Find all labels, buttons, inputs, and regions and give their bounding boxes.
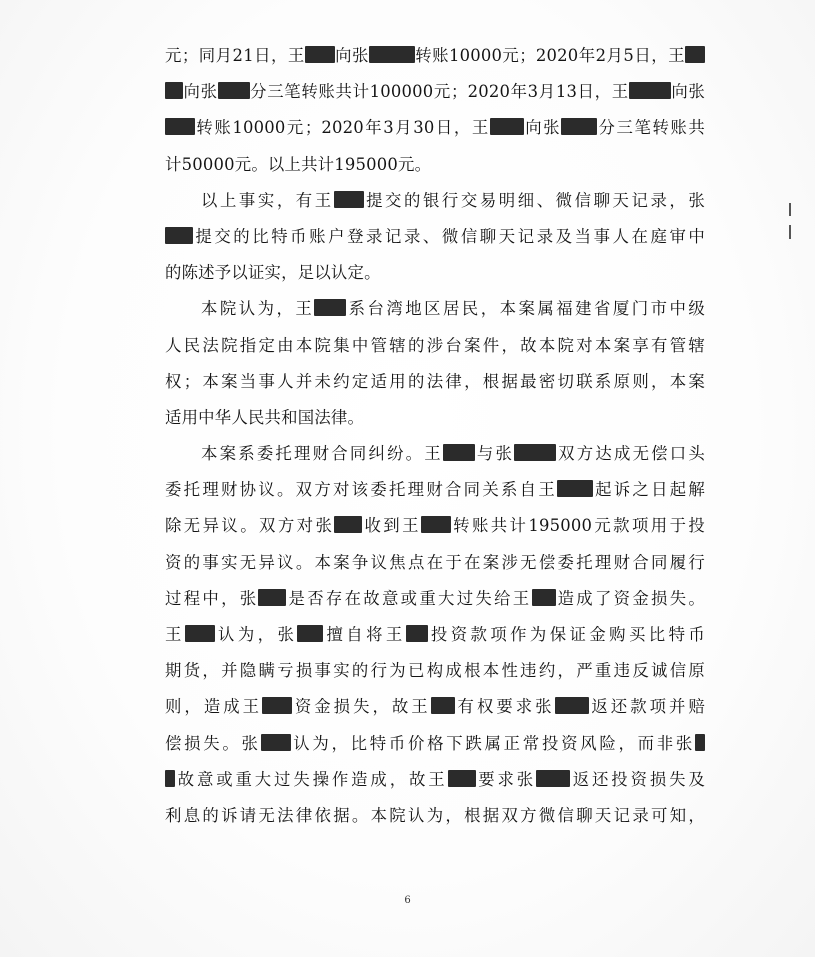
text-segment: 向张	[183, 82, 218, 102]
redaction-block	[448, 770, 476, 787]
text-segment: 造成了资金损失。	[555, 588, 706, 608]
text-segment: 本案系委托理财合同纠纷。王	[201, 444, 443, 464]
redaction-block	[514, 444, 556, 461]
text-line	[165, 581, 705, 617]
text-line	[165, 726, 705, 762]
redaction-block	[165, 118, 195, 135]
text-segment: 本院认为，王	[201, 299, 315, 319]
redaction-block	[536, 770, 570, 787]
text-segment: 资的事实无异议。本案争议焦点在于在案涉无偿委托理财合同履行	[165, 552, 705, 572]
text-segment: 要求张	[475, 769, 537, 789]
redaction-block	[314, 299, 346, 316]
text-line	[165, 74, 705, 110]
text-segment: 双方达成无偿口头	[556, 444, 705, 464]
text-line	[165, 400, 705, 436]
text-segment: 除无异议。双方对张	[165, 516, 335, 536]
text-segment: 过程中，张	[165, 588, 259, 608]
redaction-block	[406, 625, 428, 642]
text-segment: 提交的银行交易明细、微信聊天记录，张	[363, 190, 705, 210]
text-segment: 与张	[474, 444, 515, 464]
text-segment: 分三笔转账共	[597, 118, 705, 138]
redaction-block	[555, 697, 589, 714]
scan-mark	[789, 203, 791, 216]
text-segment: 元；同月21日，王	[165, 46, 305, 65]
text-segment: 擅自将王	[323, 625, 406, 644]
text-line	[165, 364, 705, 400]
redaction-block	[297, 625, 323, 642]
text-segment: 人民法院指定由本院集中管辖的涉台案件，故本院对本案享有管辖	[165, 335, 705, 355]
text-line	[165, 291, 705, 327]
redaction-block	[685, 46, 705, 63]
text-segment: 资金损失，故王	[292, 697, 431, 717]
text-segment: 王	[165, 625, 185, 644]
scan-mark	[789, 225, 791, 239]
text-segment: 权；本案当事人并未约定适用的法律，根据最密切联系原则，本案	[165, 371, 705, 391]
text-segment: 投资款项作为保证金购买比特币	[427, 625, 705, 644]
text-line	[165, 255, 705, 291]
text-segment: 向张	[523, 118, 562, 138]
text-line	[165, 689, 705, 725]
redaction-block	[561, 118, 597, 135]
text-line	[165, 436, 705, 472]
redaction-block	[165, 770, 175, 787]
text-segment: 转账10000元；2020年3月30日，王	[195, 118, 490, 138]
text-segment: 期货，并隐瞒亏损事实的行为已构成根本性违约，严重违反诚信原	[165, 661, 705, 681]
text-line	[165, 38, 705, 74]
text-segment: 提交的比特币账户登录记录、微信聊天记录及当事人在庭审中	[193, 226, 705, 246]
text-segment: 故意或重大过失操作造成，故王	[175, 769, 448, 789]
text-segment: 适用中华人民共和国法律。	[165, 407, 365, 427]
text-segment: 收到王	[362, 516, 421, 536]
text-segment: 有权要求张	[454, 697, 555, 717]
redaction-block	[490, 118, 524, 135]
redaction-block	[185, 625, 215, 642]
redaction-block	[218, 82, 250, 99]
text-segment: 系台湾地区居民，本案属福建省厦门市中级	[346, 299, 705, 319]
text-line	[165, 472, 705, 508]
redaction-block	[629, 82, 671, 99]
text-segment: 委托理财协议。双方对该委托理财合同关系自王	[165, 480, 557, 500]
text-segment: 起诉之日起解	[593, 480, 705, 500]
text-segment: 则，造成王	[165, 697, 263, 717]
text-segment: 利息的诉请无法律依据。本院认为，根据双方微信聊天记录可知，	[165, 805, 705, 825]
redaction-block	[695, 734, 705, 751]
text-segment: 偿损失。张	[165, 733, 261, 753]
text-line	[165, 617, 705, 653]
redaction-block	[165, 227, 193, 244]
text-segment: 以上事实，有王	[201, 190, 334, 210]
text-line	[165, 762, 705, 798]
text-line	[165, 798, 705, 834]
judgment-text	[165, 38, 705, 834]
text-segment: 分三笔转账共计100000元；2020年3月13日，王	[249, 82, 629, 102]
redaction-block	[557, 480, 593, 497]
redaction-block	[532, 589, 556, 606]
text-line	[165, 508, 705, 544]
redaction-block	[258, 589, 286, 606]
text-segment: 返还款项并赔	[588, 697, 706, 717]
redaction-block	[334, 191, 364, 208]
text-segment: 返还投资损失及	[570, 769, 705, 789]
text-line	[165, 147, 705, 183]
text-line	[165, 183, 705, 219]
redaction-block	[431, 697, 455, 714]
text-segment: 是否存在故意或重大过失给王	[286, 588, 532, 608]
redaction-block	[261, 734, 291, 751]
text-segment: 计50000元。以上共计195000元。	[165, 154, 432, 174]
page-number: 6	[404, 895, 411, 906]
text-segment: 向张	[334, 46, 369, 65]
text-segment: 转账共计195000元款项用于投	[450, 516, 705, 536]
redaction-block	[165, 82, 183, 99]
text-segment: 认为，比特币价格下跌属正常投资风险，而非张	[290, 733, 696, 753]
text-line	[165, 653, 705, 689]
text-segment: 的陈述予以证实，足以认定。	[165, 263, 381, 283]
text-line	[165, 328, 705, 364]
redaction-block	[369, 46, 415, 63]
redaction-block	[421, 516, 451, 533]
text-line	[165, 219, 705, 255]
redaction-block	[443, 444, 475, 461]
text-line	[165, 110, 705, 146]
redaction-block	[334, 516, 362, 533]
text-segment: 向张	[670, 82, 705, 102]
redaction-block	[305, 46, 335, 63]
text-segment: 转账10000元；2020年2月5日，王	[414, 46, 686, 65]
text-line	[165, 545, 705, 581]
text-segment: 认为，张	[214, 625, 298, 644]
redaction-block	[262, 697, 292, 714]
